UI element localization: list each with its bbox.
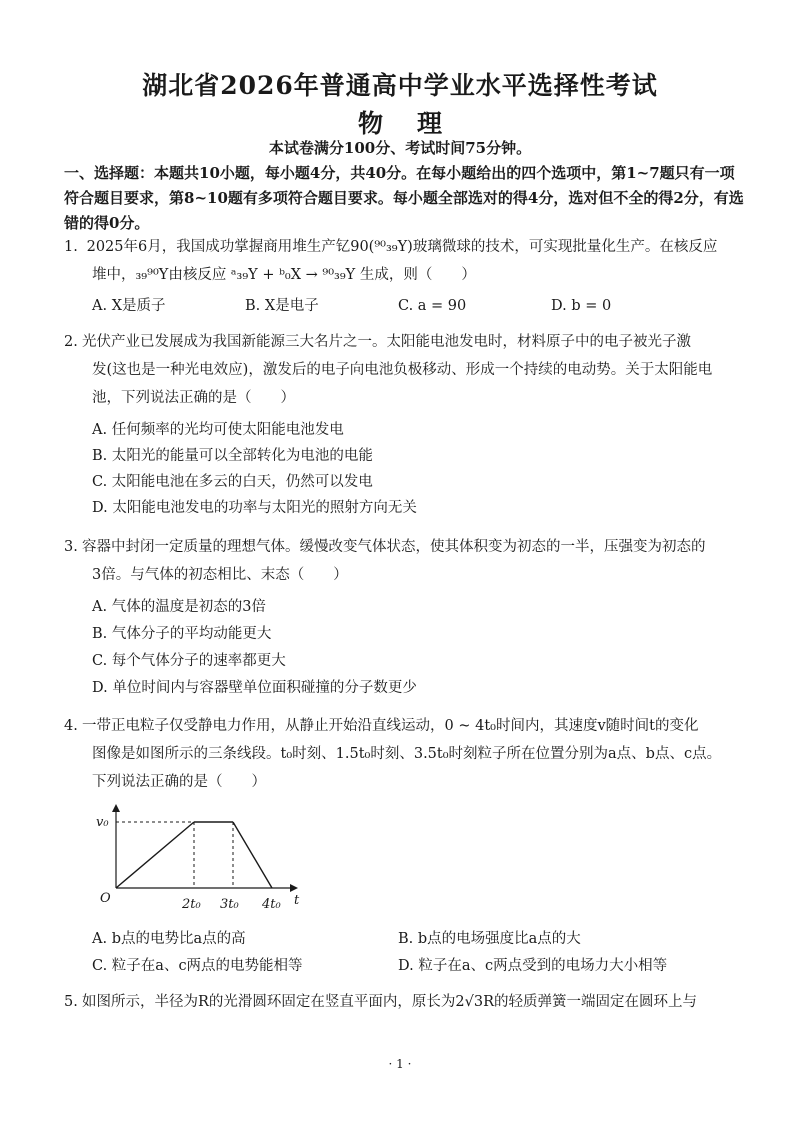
q4-option-b[interactable]: B. b点的电场强度比a点的大 [398,931,581,947]
question-1 [64,233,744,289]
question-text: )玻璃微球的技术，可实现批量化生产。在核反应 [407,239,718,255]
exam-note: 本试卷满分100分、考试时间75分钟。 [268,139,532,157]
question-text: 图像是如图所示的三条线段。t₀时刻、1.5t₀时刻、3.5t₀时刻粒子所在位置分别为a点、b点、c点。 [92,746,722,762]
question-1-line-1 [64,233,744,261]
question-text: 一带正电粒子仅受静电力作用，从静止开始沿直线运动，0 ~ 4t₀时间内，其速度v随时间t的变化 [82,718,699,734]
tick-label-3t0: 3t₀ [220,897,239,912]
question-text: 2025年6月，我国成功掌握商用堆生产钇90( [86,239,375,255]
q4-option-c[interactable]: C. 粒子在a、c两点的电势能相等 [92,958,303,974]
question-number: 3. [64,539,78,555]
q3-option-b[interactable]: B. 气体分子的平均动能更大 [92,626,272,642]
q3-option-c[interactable]: C. 每个气体分子的速率都更大 [92,653,286,669]
q1-option-c[interactable]: C. a = 90 [398,298,467,314]
page-number: · 1 · [388,1057,412,1071]
velocity-time-graph [90,804,310,914]
question-text: 光伏产业已发展成为我国新能源三大名片之一。太阳能电池发电时，材料原子中的电子被光子激 [82,334,691,350]
q1-option-d[interactable]: D. b = 0 [551,298,612,314]
question-5 [64,988,744,1016]
q2-option-a[interactable]: A. 任何频率的光均可使太阳能电池发电 [92,422,344,438]
q3-option-d[interactable]: D. 单位时间内与容器壁单位面积碰撞的分子数更少 [92,680,417,696]
exam-subject: 物理 [357,109,476,138]
question-1-line-2: 堆中，₃₉⁹⁰Y由核反应 ᵃ₃₉Y + ᵇ₀X → ⁹⁰₃₉Y 生成，则（ ） [92,267,476,283]
question-3 [64,533,744,589]
q2-option-d[interactable]: D. 太阳能电池发电的功率与太阳光的照射方向无关 [92,500,417,516]
exam-title: 湖北省2026年普通高中学业水平选择性考试 [142,71,658,100]
question-2 [64,328,744,412]
q1-option-a[interactable]: A. X是质子 [92,298,166,314]
question-text: 下列说法正确的是（ ） [92,774,266,790]
q4-option-d[interactable]: D. 粒子在a、c两点受到的电场力大小相等 [398,958,668,974]
tick-label-4t0: 4t₀ [262,897,281,912]
velocity-segment-3 [233,822,272,888]
question-number: 5. [64,994,78,1010]
nuclide-notation: ⁹⁰₃₉Y [374,239,408,255]
question-text: 如图所示，半径为R的光滑圆环固定在竖直平面内，原长为2√3R的轻质弹簧一端固定在圆环上与 [82,994,698,1010]
v-axis-arrow [112,804,120,812]
question-text: 发(这也是一种光电效应)，激发后的电子向电池负极移动、形成一个持续的电动势。关于太阳能电 [92,362,713,378]
origin-label: O [100,891,111,906]
question-number: 1. [64,239,78,255]
q3-option-a[interactable]: A. 气体的温度是初态的3倍 [92,599,266,615]
t-axis-label: t [294,893,300,908]
velocity-segment-1 [116,822,194,888]
q1-option-b[interactable]: B. X是电子 [245,298,319,314]
v0-label: v₀ [96,815,109,830]
tick-label-2t0: 2t₀ [182,897,201,912]
question-number: 4. [64,718,78,734]
question-4 [64,712,744,796]
question-text: 容器中封闭一定质量的理想气体。缓慢改变气体状态，使其体积变为初态的一半，压强变为初态的 [82,539,706,555]
question-text: 3倍。与气体的初态相比、末态（ ） [92,567,348,583]
t-axis-arrow [290,884,298,892]
q4-option-a[interactable]: A. b点的电势比a点的高 [92,931,246,947]
q2-option-c[interactable]: C. 太阳能电池在多云的白天，仍然可以发电 [92,474,373,490]
q2-option-b[interactable]: B. 太阳光的能量可以全部转化为电池的电能 [92,448,373,464]
question-text: 池，下列说法正确的是（ ） [92,390,295,406]
question-number: 2. [64,334,78,350]
section-heading: 一、选择题：本题共10小题，每小题4分，共40分。在每小题给出的四个选项中，第1~7题只有一项符合题目要求，第8~10题有多项符合题目要求。每小题全部选对的得4分，选对但不全的得2分，有选错的得0分。 [64,164,744,232]
